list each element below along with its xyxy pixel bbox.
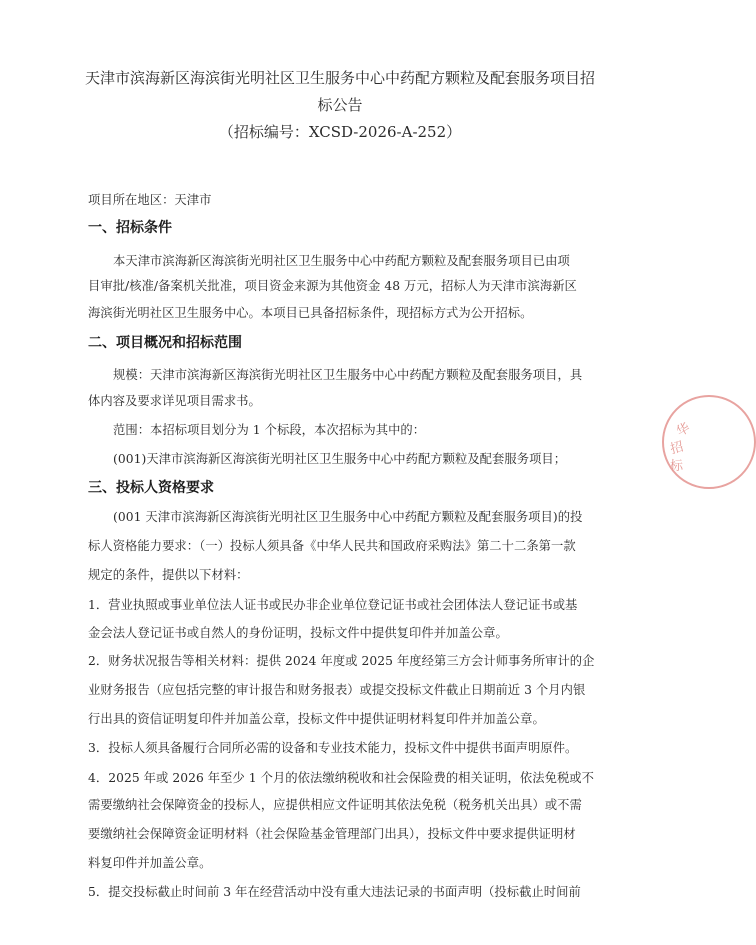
section-2-line: 规模：天津市滨海新区海滨街光明社区卫生服务中心中药配方颗粒及配套服务项目，具 — [113, 368, 583, 382]
section-3-line: 要缴纳社会保障资金证明材料（社会保险基金管理部门出具），投标文件中要求提供证明材 — [88, 827, 576, 841]
section-3-line: 业财务报告（应包括完整的审计报告和财务报表）或提交投标文件截止日期前近 3 个月内银 — [88, 683, 586, 697]
section-3-line: 标人资格能力要求：（一）投标人须具备《中华人民共和国政府采购法》第二十二条第一款 — [88, 539, 576, 553]
section-3-line: 规定的条件，提供以下材料： — [88, 568, 249, 582]
section-1-line: 目审批/核准/备案机关批准，项目资金来源为其他资金 48 万元，招标人为天津市滨海新区 — [88, 279, 577, 293]
seal-char: 招 — [668, 439, 686, 458]
section-3-line: 金会法人登记证书或自然人的身份证明，投标文件中提供复印件并加盖公章。 — [88, 626, 508, 640]
project-location: 项目所在地区：天津市 — [88, 193, 212, 207]
section-3-line: 需要缴纳社会保障资金的投标人，应提供相应文件证明其依法免税（税务机关出具）或不需 — [88, 798, 582, 812]
seal-char: 标 — [670, 459, 684, 474]
section-3-line: 4．2025 年或 2026 年至少 1 个月的依法缴纳税收和社会保险费的相关证明，依法免税或不 — [88, 771, 594, 785]
section-1-heading: 一、招标条件 — [88, 220, 172, 236]
section-2-line: 范围：本招标项目划分为 1 个标段，本次招标为其中的： — [113, 423, 426, 437]
section-3-line: 5．提交投标截止时间前 3 年在经营活动中没有重大违法记录的书面声明（投标截止时间前 — [88, 885, 581, 899]
document-title-line-2: 标公告 — [317, 96, 363, 114]
section-3-heading: 三、投标人资格要求 — [88, 480, 214, 496]
section-3-line: 行出具的资信证明复印件并加盖公章，投标文件中提供证明材料复印件并加盖公章。 — [88, 712, 545, 726]
section-3-line: 2．财务状况报告等相关材料：提供 2024 年度或 2025 年度经第三方会计师事务所审计的企 — [88, 654, 595, 668]
company-seal-stamp — [662, 395, 756, 489]
section-2-line: 体内容及要求详见项目需求书。 — [88, 394, 261, 408]
section-3-line: 3．投标人须具备履行合同所必需的设备和专业技术能力，投标文件中提供书面声明原件。 — [88, 741, 578, 755]
section-1-line: 海滨街光明社区卫生服务中心。本项目已具备招标条件，现招标方式为公开招标。 — [88, 306, 533, 320]
tender-code: （招标编号：XCSD-2026-A-252） — [218, 123, 462, 141]
section-2-heading: 二、项目概况和招标范围 — [88, 335, 242, 351]
document-title-line-1: 天津市滨海新区海滨街光明社区卫生服务中心中药配方颗粒及配套服务项目招 — [84, 69, 595, 87]
section-1-line: 本天津市滨海新区海滨街光明社区卫生服务中心中药配方颗粒及配套服务项目已由项 — [113, 254, 570, 268]
section-3-line: 料复印件并加盖公章。 — [88, 856, 212, 870]
section-3-line: (001 天津市滨海新区海滨街光明社区卫生服务中心中药配方颗粒及配套服务项目)的投 — [113, 510, 583, 524]
seal-char: 华 — [674, 420, 693, 440]
section-3-line: 1．营业执照或事业单位法人证书或民办非企业单位登记证书或社会团体法人登记证书或基 — [88, 598, 578, 612]
section-2-line: (001)天津市滨海新区海滨街光明社区卫生服务中心中药配方颗粒及配套服务项目； — [113, 452, 567, 466]
